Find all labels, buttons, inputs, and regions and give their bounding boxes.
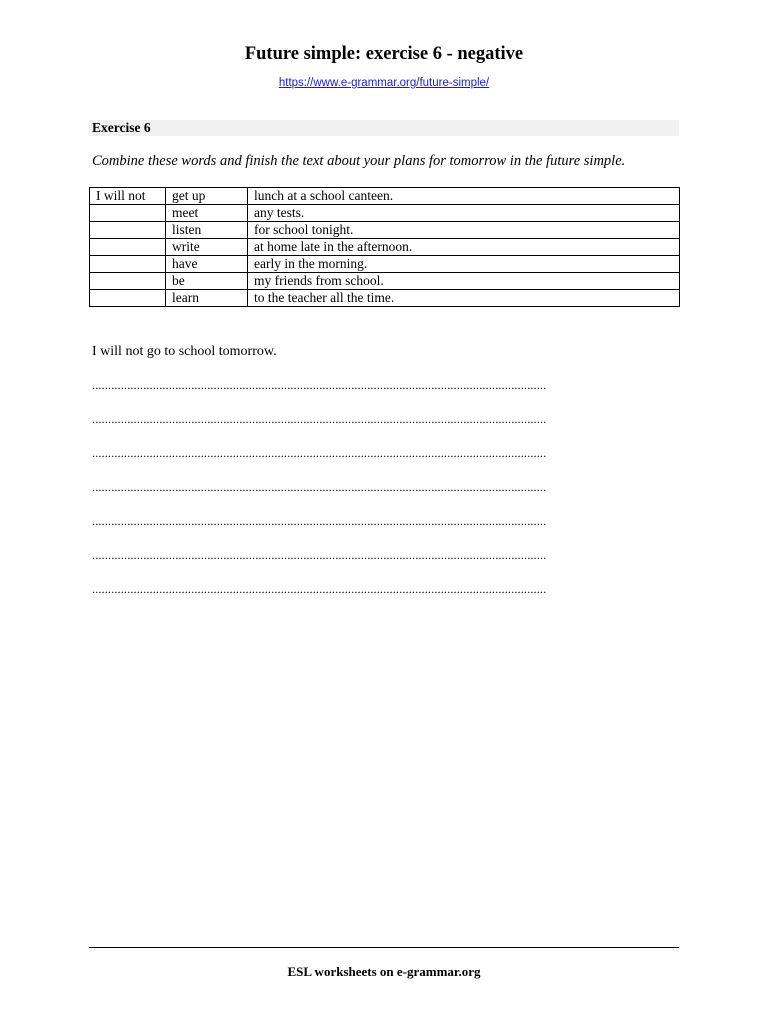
table-cell-verb: be (166, 273, 248, 290)
footer-divider (89, 947, 679, 948)
table-cell-subject (90, 222, 166, 239)
answer-line[interactable]: .............................................................................................................................................. (92, 480, 547, 494)
table-cell-subject (90, 205, 166, 222)
table-cell-verb: learn (166, 290, 248, 307)
table-cell-verb: listen (166, 222, 248, 239)
source-url-link[interactable]: https://www.e-grammar.org/future-simple/ (278, 77, 490, 89)
answer-line[interactable]: .............................................................................................................................................. (92, 378, 547, 392)
answer-line[interactable]: .............................................................................................................................................. (92, 582, 547, 596)
table-cell-complement: any tests. (248, 205, 680, 222)
answer-lines (92, 378, 670, 616)
table-cell-complement: at home late in the afternoon. (248, 239, 680, 256)
table-row (90, 239, 680, 256)
answer-line[interactable]: .............................................................................................................................................. (92, 548, 547, 562)
table-row (90, 222, 680, 239)
table-cell-complement: early in the morning. (248, 256, 680, 273)
table-cell-complement: for school tonight. (248, 222, 680, 239)
table-cell-subject (90, 239, 166, 256)
table-cell-complement: my friends from school. (248, 273, 680, 290)
exercise-label: Exercise 6 (92, 120, 151, 135)
table-cell-verb: get up (166, 188, 248, 205)
table-cell-verb: meet (166, 205, 248, 222)
answer-line[interactable]: .............................................................................................................................................. (92, 412, 547, 426)
table-cell-complement: lunch at a school canteen. (248, 188, 680, 205)
table-row (90, 205, 680, 222)
exercise-instructions: Combine these words and finish the text about your plans for tomorrow in the future simple. (92, 153, 626, 169)
table-cell-verb: have (166, 256, 248, 273)
answer-line[interactable]: .............................................................................................................................................. (92, 446, 547, 460)
table-cell-subject (90, 290, 166, 307)
word-combination-table (89, 187, 680, 307)
answer-line[interactable]: .............................................................................................................................................. (92, 514, 547, 528)
table-cell-complement: to the teacher all the time. (248, 290, 680, 307)
table-cell-subject (90, 273, 166, 290)
exercise-header-bar (89, 120, 679, 136)
table-cell-subject (90, 256, 166, 273)
table-cell-verb: write (166, 239, 248, 256)
table-row (90, 290, 680, 307)
footer-text: ESL worksheets on e-grammar.org (287, 964, 481, 979)
table-row (90, 273, 680, 290)
table-row (90, 256, 680, 273)
example-sentence: I will not go to school tomorrow. (92, 344, 277, 359)
page-title: Future simple: exercise 6 - negative (244, 44, 524, 64)
table-cell-subject: I will not (90, 188, 166, 205)
table-row (90, 188, 680, 205)
